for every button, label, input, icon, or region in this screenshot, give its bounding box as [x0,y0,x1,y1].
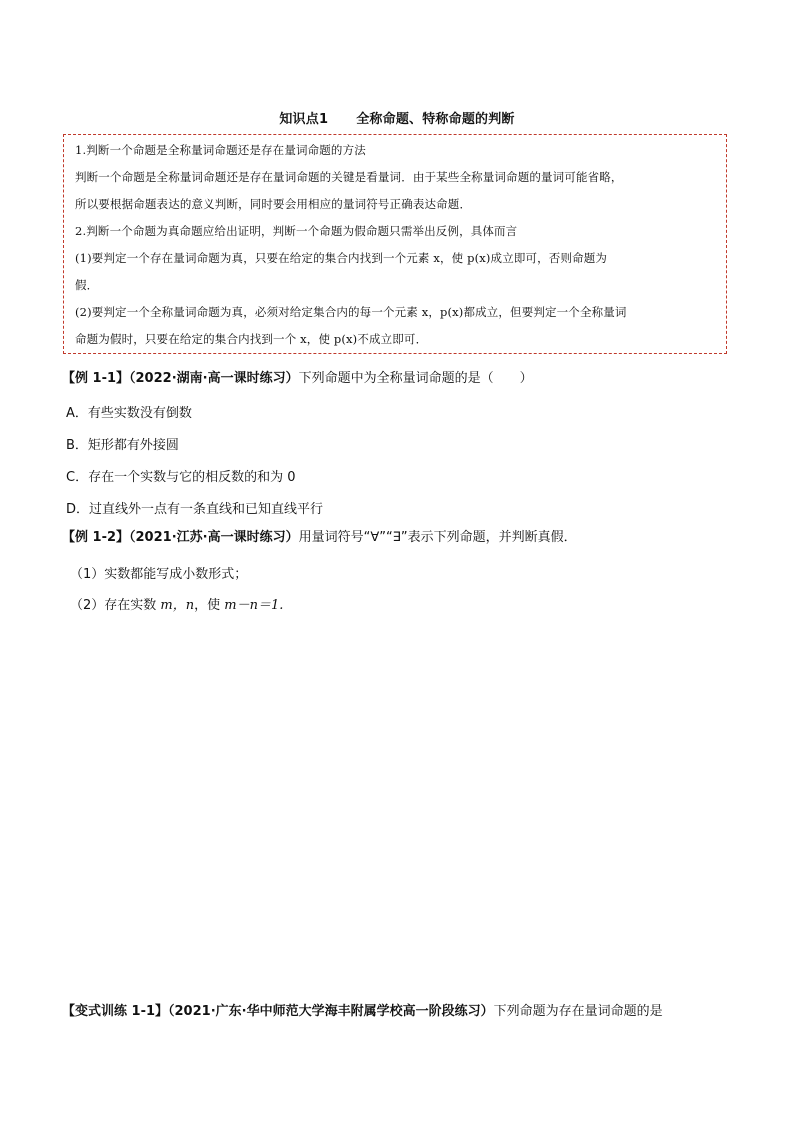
tip-line: (1)要判定一个存在量词命题为真，只要在给定的集合内找到一个元素 x，使 p(x)成立即可，否则命题为 [75,251,608,265]
example-1-2-part-2 [70,594,283,613]
variant-question-text: 下列命题为存在量词命题的是 [493,1004,663,1019]
option-a: A．有些实数没有倒数 [66,406,192,421]
variant-tag: 【变式训练 1-1】 [62,1004,169,1019]
example-tag: 【例 1-1】 [62,371,130,386]
tip-line: 判断一个命题是全称量词命题还是存在量词命题的关键是看量词．由于某些全称量词命题的量词可能省略， [75,170,623,184]
section-title-number: 知识点1 [279,112,329,127]
example-question-text: 下列命题中为全称量词命题的是（ ） [298,371,533,386]
example-1-1-question [62,370,533,388]
tip-line: 所以要根据命题表达的意义判断，同时要会用相应的量词符号正确表达命题． [75,197,472,211]
option-b: B．矩形都有外接圆 [66,438,179,453]
tip-line: 2.判断一个命题为真命题应给出证明，判断一个命题为假命题只需举出反例，具体而言 [75,224,518,238]
example-question-text: 用量词符号“∀”“∃”表示下列命题，并判断真假． [298,530,577,545]
section-title [0,108,794,127]
tip-line: (2)要判定一个全称量词命题为真，必须对给定集合内的每一个元素 x，p(x)都成立，但要判定一个全称量词 [75,305,627,319]
variant-1-1-question [62,1003,663,1021]
section-title-text: 全称命题、特称命题的判断 [356,112,515,127]
example-1-2-part-1: （1）实数都能写成小数形式； [70,567,248,582]
option-d: D．过直线外一点有一条直线和已知直线平行 [66,502,324,517]
tip-line: 1.判断一个命题是全称量词命题还是存在量词命题的方法 [75,143,366,157]
variant-source: （2021·广东·华中师范大学海丰附属学校高一阶段练习） [168,1004,494,1019]
tip-line: 命题为假时，只要在给定的集合内找到一个 x，使 p(x)不成立即可． [75,332,428,346]
part-2-variables: m，n [156,598,195,613]
example-source: （2021·江苏·高一课时练习） [129,530,299,545]
example-source: （2022·湖南·高一课时练习） [129,371,299,386]
part-2-prefix: （2）存在实数 [70,598,157,613]
part-2-connector: ，使 [194,598,221,613]
tip-line: 假． [75,278,99,292]
method-tips-box [63,134,727,354]
example-1-2-question [62,529,577,547]
part-2-expression: m－n＝1. [220,598,284,613]
option-c: C．存在一个实数与它的相反数的和为 0 [66,470,296,485]
example-tag: 【例 1-2】 [62,530,130,545]
